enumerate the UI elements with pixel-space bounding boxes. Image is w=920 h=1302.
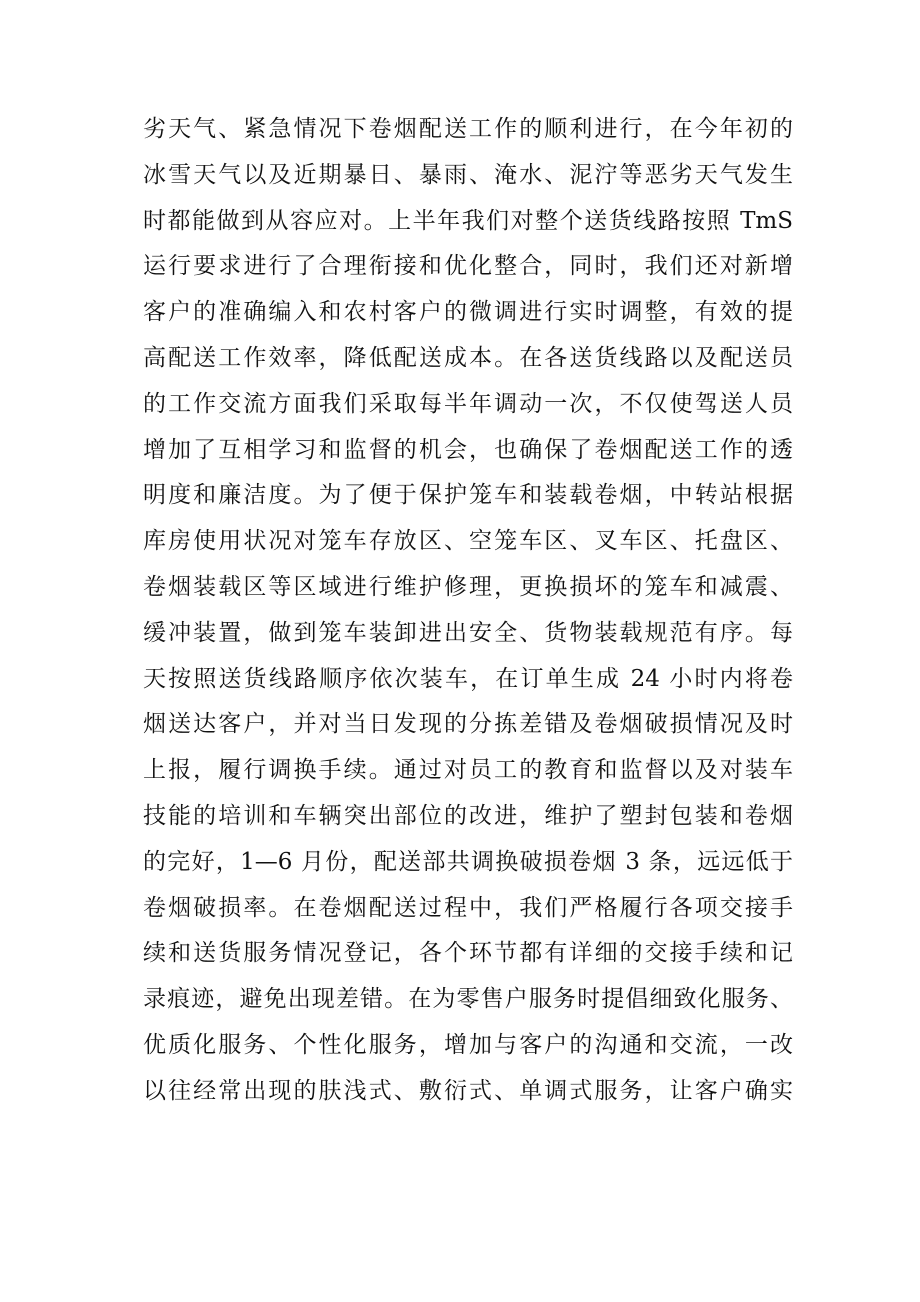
text-line-16: 技能的培训和车辆突出部位的改进，维护了塑封包装和卷烟 [143,802,793,829]
text-line-13: 天按照送货线路顺序依次装车，在订单生成 24 小时内将卷 [143,665,793,692]
text-line-12: 缓冲装置，做到笼车装卸进出安全、货物装载规范有序。每 [143,619,793,646]
text-line-5: 客户的准确编入和农村客户的微调进行实时调整，有效的提 [143,299,793,326]
text-line-10: 库房使用状况对笼车存放区、空笼车区、叉车区、托盘区、 [143,528,793,555]
text-line-22: 以往经常出现的肤浅式、敷衍式、单调式服务，让客户确实 [143,1077,793,1104]
text-line-11: 卷烟装载区等区域进行维护修理，更换损坏的笼车和减震、 [143,573,793,600]
text-line-6: 高配送工作效率，降低配送成本。在各送货线路以及配送员 [143,344,793,371]
text-line-4: 运行要求进行了合理衔接和优化整合，同时，我们还对新增 [143,253,793,280]
text-line-1: 劣天气、紧急情况下卷烟配送工作的顺利进行，在今年初的 [143,116,793,142]
text-line-2: 冰雪天气以及近期暴日、暴雨、淹水、泥泞等恶劣天气发生 [143,161,793,188]
text-line-14: 烟送达客户，并对当日发现的分拣差错及卷烟破损情况及时 [143,711,793,738]
text-line-19: 续和送货服务情况登记，各个环节都有详细的交接手续和记 [143,940,793,967]
text-line-8: 增加了互相学习和监督的机会，也确保了卷烟配送工作的透 [143,436,793,463]
text-line-21: 优质化服务、个性化服务，增加与客户的沟通和交流，一改 [143,1031,793,1058]
text-line-9: 明度和廉洁度。为了便于保护笼车和装载卷烟，中转站根据 [143,482,793,509]
text-line-7: 的工作交流方面我们采取每半年调动一次，不仅使驾送人员 [143,390,793,417]
text-line-17: 的完好，1—6 月份，配送部共调换破损卷烟 3 条，远远低于 [143,848,793,875]
body-paragraph [143,107,793,1115]
text-line-18: 卷烟破损率。在卷烟配送过程中，我们严格履行各项交接手 [143,894,793,921]
text-line-3: 时都能做到从容应对。上半年我们对整个送货线路按照 TmS [143,207,793,234]
text-line-20: 录痕迹，避免出现差错。在为零售户服务时提倡细致化服务、 [143,986,793,1013]
text-line-15: 上报，履行调换手续。通过对员工的教育和监督以及对装车 [143,757,793,784]
